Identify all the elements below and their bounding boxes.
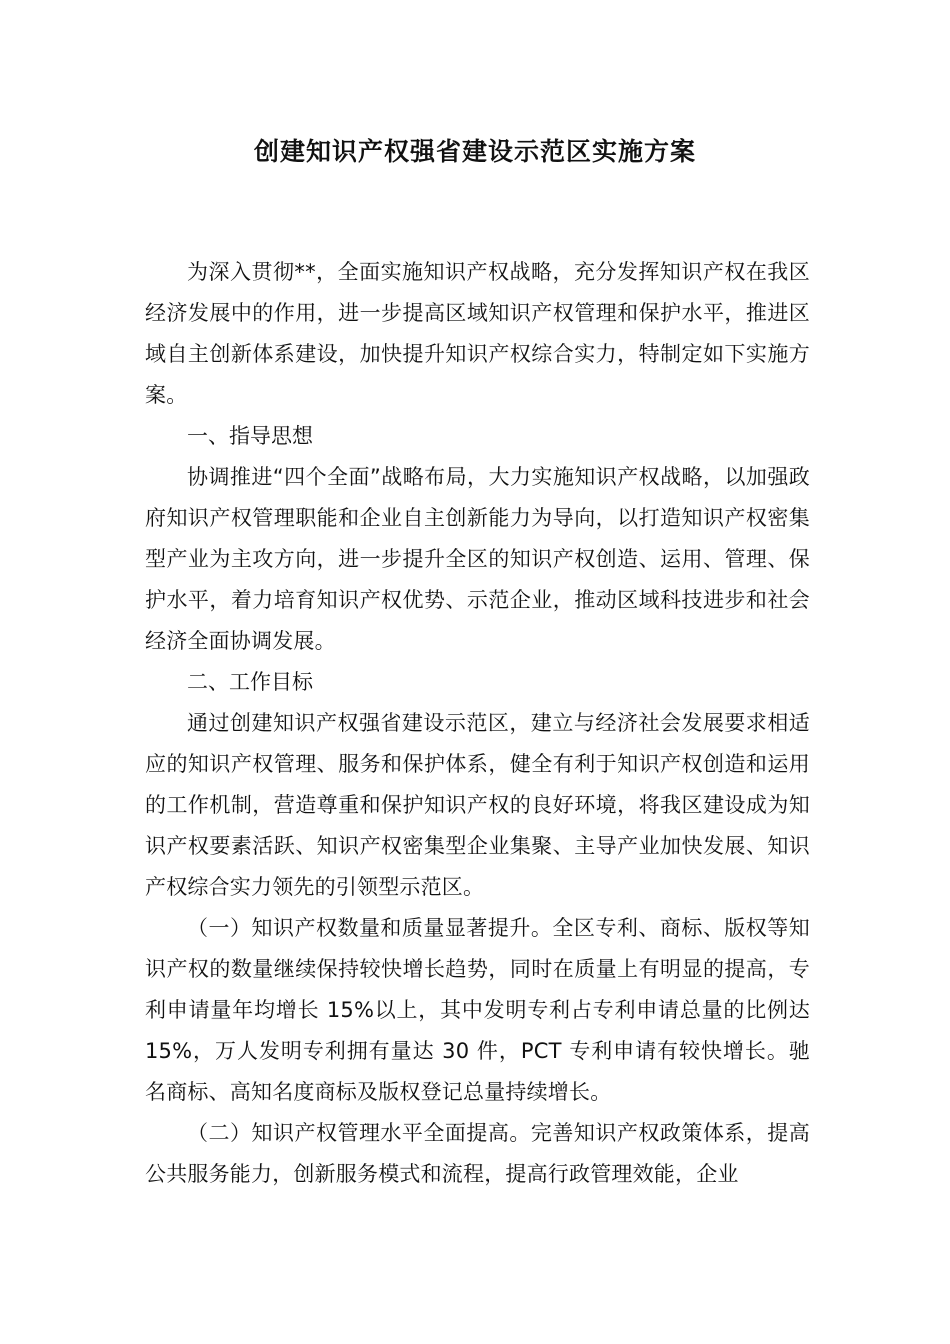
guiding-ideology-paragraph: 协调推进“四个全面”战略布局，大力实施知识产权战略，以加强政府知识产权管理职能和企业自主创新能力为导向，以打造知识产权密集型产业为主攻方向，进一步提升全区的知识产权创造、运用、管理、保护水平，着力培育知识产权优势、示范企业，推动区域科技进步和社会经济全面协调发展。 xyxy=(145,465,810,653)
goal-two-paragraph: （二）知识产权管理水平全面提高。完善知识产权政策体系，提高公共服务能力，创新服务模式和流程，提高行政管理效能，企业 xyxy=(145,1121,810,1186)
document-body xyxy=(145,252,810,1195)
goal-one-paragraph: （一）知识产权数量和质量显著提升。全区专利、商标、版权等知识产权的数量继续保持较快增长趋势，同时在质量上有明显的提高，专利申请量年均增长 15%以上，其中发明专利占专利申请总量的比例达 15%，万人发明专利拥有量达 30 件，PCT 专利申请有较快增长。驰名商标、高知名度商标及版权登记总量持续增长。 xyxy=(145,916,810,1104)
work-goals-paragraph: 通过创建知识产权强省建设示范区，建立与经济社会发展要求相适应的知识产权管理、服务和保护体系，健全有利于知识产权创造和运用的工作机制，营造尊重和保护知识产权的良好环境，将我区建设成为知识产权要素活跃、知识产权密集型企业集聚、主导产业加快发展、知识产权综合实力领先的引领型示范区。 xyxy=(145,711,810,899)
document-title: 创建知识产权强省建设示范区实施方案 xyxy=(253,137,696,166)
section-heading-work-goals: 二、工作目标 xyxy=(187,670,313,694)
section-heading-guiding-ideology: 一、指导思想 xyxy=(187,424,313,448)
intro-paragraph: 为深入贯彻**，全面实施知识产权战略，充分发挥知识产权在我区经济发展中的作用，进一步提高区域知识产权管理和保护水平，推进区域自主创新体系建设，加快提升知识产权综合实力，特制定如下实施方案。 xyxy=(145,260,810,407)
